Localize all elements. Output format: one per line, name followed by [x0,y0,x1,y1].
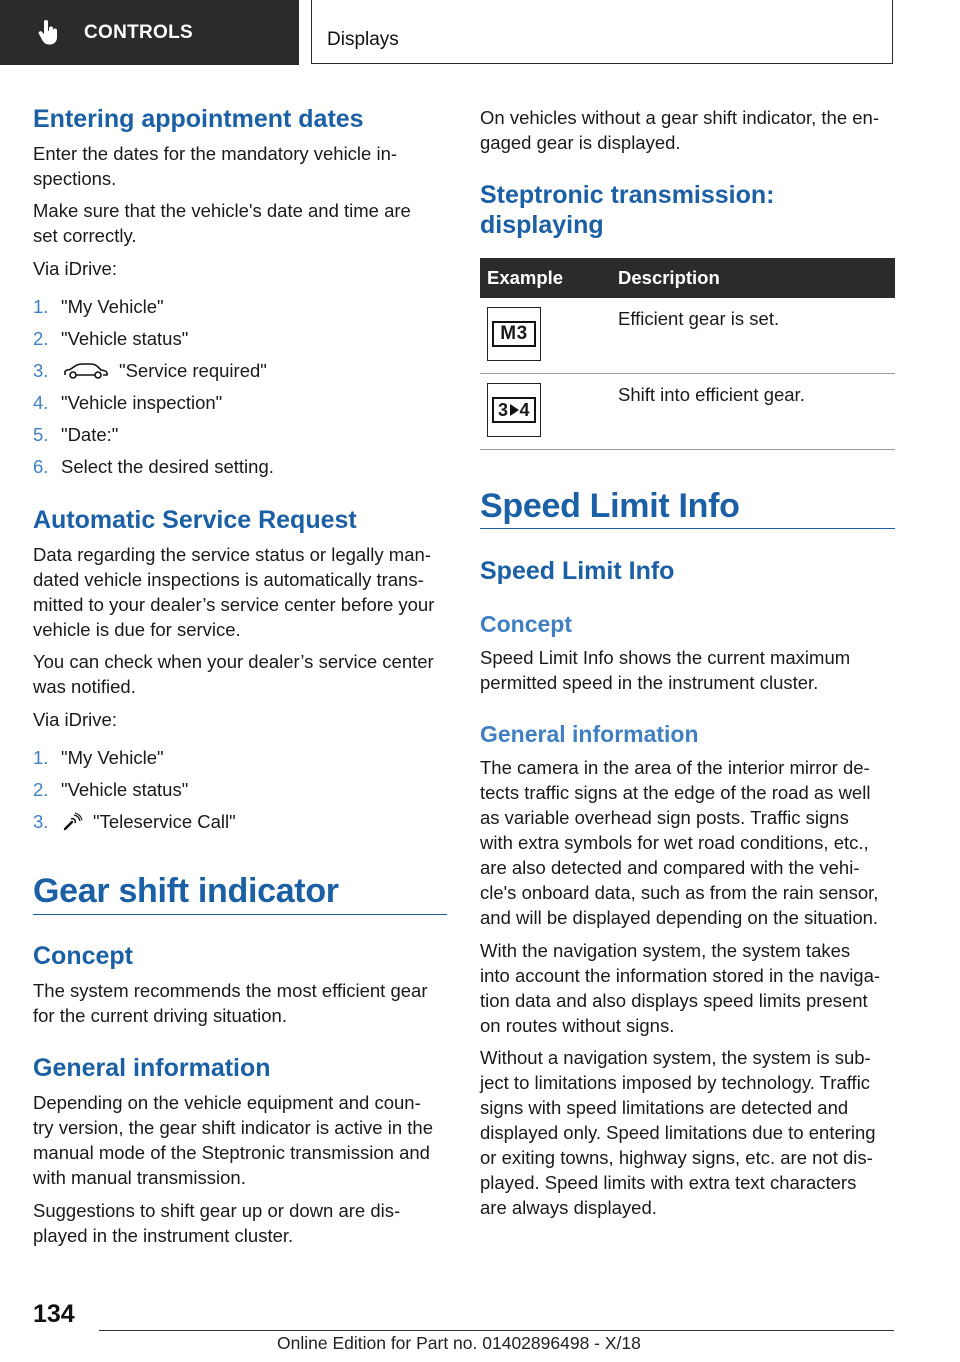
sli-navigation-text: With the navigation system, the system takes into account the information stored in the naviga- tion data and also displays speed limits present on routes without signs. [480,940,881,1036]
sli-concept-text: Speed Limit Info shows the current maximum permitted speed in the instrument cluster. [480,647,851,693]
list-item: 5. "Date:" [33,424,119,445]
footer-rule [99,1330,894,1331]
shift-arrow-icon [510,404,519,416]
gear-m3-symbol: M3 [487,307,541,361]
section-header-tab[interactable] [0,0,299,65]
general-info-heading: General information [33,1054,271,1082]
sli-limitations-text: Without a navigation system, the system is sub- ject to limitations imposed by technology. Traffic signs with speed limitations are detected and displayed only. Speed limitations due to entering or exiting towns, highway signs, etc. are not dis- played. Speed limits with extra text characters are always displayed. [480,1047,876,1218]
teleservice-wrench-icon [63,812,83,832]
engaged-gear-text: On vehicles without a gear shift indicator, the en- gaged gear is displayed. [480,107,879,153]
shift-gear-symbol: 3 4 [487,383,541,437]
sli-general-text: The camera in the area of the interior mirror de- tects traffic signs at the edge of the road as well as variable overhead sign posts. Traffic signs with extra symbols for wet road conditions, etc., are also detected and compared with the vehi- cle's onboard data, such as from the rain sensor, and will be displayed depending on the situation. [480,757,879,928]
asr-steps [33,742,447,838]
appointment-note: Make sure that the vehicle's date and time are set correctly. [33,200,411,246]
edition-footer: Online Edition for Part no. 01402896498 - X/18 [277,1333,641,1353]
chapter-tab[interactable] [311,0,893,64]
page-number: 134 [33,1300,75,1328]
chapter-tab-label: Displays [327,29,399,50]
appointment-heading: Entering appointment dates [33,105,364,133]
hand-pointer-icon [38,20,60,46]
list-item: 1. "My Vehicle" [33,747,164,768]
gear-shift-heading: Gear shift indicator [33,872,339,910]
list-item: 2. "Vehicle status" [33,779,189,800]
asr-description: Data regarding the service status or legally man- dated vehicle inspections is automatically trans- mitted to your dealer’s service center before your vehicle is due for service. [33,544,435,640]
concept-heading: Concept [480,611,572,637]
gear-suggestion-text: Suggestions to shift gear up or down are dis- played in the instrument cluster. [33,1200,401,1246]
via-idrive-label: Via iDrive: [33,258,117,279]
steptronic-heading: Steptronic transmission: displaying [480,181,775,239]
table-row: M3 Efficient gear is set. [480,298,895,374]
gear-indicator-table [480,258,895,450]
appointment-intro: Enter the dates for the mandatory vehicle in- spections. [33,143,398,189]
speed-limit-info-subheading: Speed Limit Info [480,557,675,585]
list-item: 2. "Vehicle status" [33,328,189,349]
list-item: 3. "Service required" [33,360,267,381]
heading-rule [33,914,447,915]
speed-limit-info-heading: Speed Limit Info [480,487,740,525]
list-item: 4. "Vehicle inspection" [33,392,223,413]
car-service-icon [63,362,109,380]
section-label: CONTROLS [84,21,194,43]
list-item: 6. Select the desired setting. [33,456,274,477]
via-idrive-label: Via iDrive: [33,709,117,730]
table-row: 3 4 Shift into efficient gear. [480,374,895,450]
gear-concept-text: The system recommends the most efficient gear for the current driving situation. [33,980,428,1026]
appointment-steps [33,291,447,483]
gear-general-text: Depending on the vehicle equipment and coun- try version, the gear shift indicator is active in the manual mode of the Steptronic transmission and with manual transmission. [33,1092,433,1188]
column-header-example: Example [487,267,564,288]
asr-check: You can check when your dealer’s service center was notified. [33,651,434,697]
concept-heading: Concept [33,942,133,970]
general-info-heading: General information [480,721,699,747]
list-item: 1. "My Vehicle" [33,296,164,317]
asr-heading: Automatic Service Request [33,506,357,534]
column-header-description: Description [618,267,720,288]
table-header [480,258,895,298]
list-item: 3. "Teleservice Call" [33,811,236,832]
heading-rule [480,528,895,529]
